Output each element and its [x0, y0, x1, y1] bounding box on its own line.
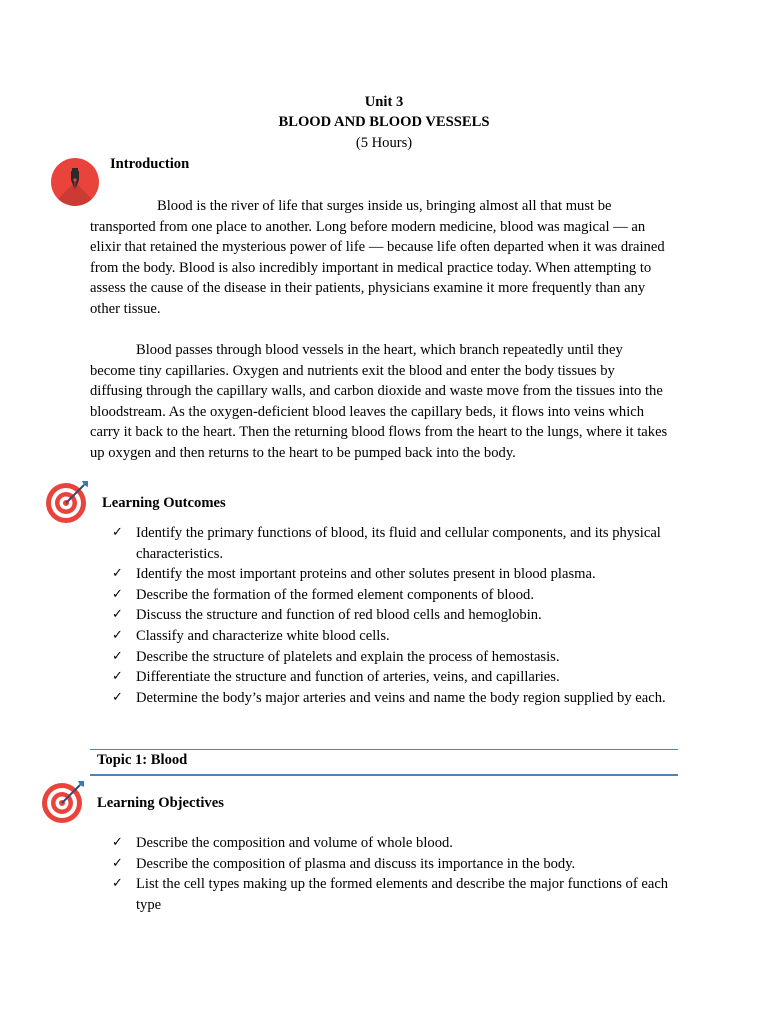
check-icon: ✓ [112, 607, 123, 623]
check-icon: ✓ [112, 627, 123, 643]
check-icon: ✓ [112, 525, 123, 540]
intro-paragraph-1 [90, 196, 668, 320]
check-icon: ✓ [112, 566, 123, 582]
target-icon [44, 477, 92, 525]
introduction-heading: Introduction [110, 156, 190, 172]
learning-outcomes-list [112, 523, 692, 708]
check-icon: ✓ [112, 689, 123, 705]
list-item: ✓ Discuss the structure and function of red blood cells and hemoglobin. [112, 605, 692, 626]
hours-label: (5 Hours) [355, 135, 413, 151]
list-item: ✓ List the cell types making up the formed elements and describe the major functions of each type [112, 876, 669, 913]
list-item: ✓ Differentiate the structure and function of arteries, veins, and capillaries. [112, 667, 692, 688]
list-item: ✓ Describe the composition and volume of whole blood. [112, 833, 692, 854]
check-icon: ✓ [112, 669, 123, 685]
check-icon: ✓ [112, 648, 123, 664]
topic-bar [90, 749, 678, 776]
learning-outcomes-heading: Learning Outcomes [102, 495, 226, 511]
list-item: ✓ Determine the body’s major arteries and veins and name the body region supplied by each. [112, 688, 692, 709]
list-item: ✓ Describe the formation of the formed element components of blood. [112, 585, 692, 606]
list-item: ✓ Describe the composition of plasma and discuss its importance in the body. [112, 854, 692, 875]
page-title: BLOOD AND BLOOD VESSELS [278, 114, 490, 130]
list-item: ✓ Identify the primary functions of blood, its fluid and cellular components, and its physical characteristics. [112, 525, 661, 562]
check-icon: ✓ [112, 855, 123, 871]
pen-icon [51, 158, 99, 206]
list-item: ✓ Identify the most important proteins and other solutes present in blood plasma. [112, 564, 692, 585]
intro-paragraph-1-text: Blood is the river of life that surges inside us, bringing almost all that must be transported from one place to another. Long before modern medicine, blood was magical — an elixir that retained the mysterious power of life — because life often departed when it was drained from the body. Blood is also incredibly important in medical practice today. When attempting to assess the cause of the disease in their patients, physicians examine it more frequently than any other tissue. [90, 198, 665, 317]
check-icon: ✓ [112, 586, 123, 602]
learning-objectives-list [112, 833, 692, 915]
check-icon: ✓ [112, 876, 123, 892]
intro-paragraph-2 [90, 340, 668, 464]
target-icon [40, 777, 88, 825]
intro-paragraph-2-text: Blood passes through blood vessels in the heart, which branch repeatedly until they become tiny capillaries. Oxygen and nutrients exit the blood and enter the body tissues by diffusing through the capillary walls, and carbon dioxide and waste move from the tissues into the bloodstream. As the oxygen-deficient blood leaves the capillary beds, it flows into veins which carry it back to the heart. Then the returning blood flows from the heart to the lungs, where it takes up oxygen and then returns to the heart to be pumped back into the body. [90, 342, 668, 461]
list-item: ✓ Describe the structure of platelets and explain the process of hemostasis. [112, 647, 692, 668]
list-item: ✓ Classify and characterize white blood cells. [112, 626, 692, 647]
check-icon: ✓ [112, 835, 123, 850]
learning-objectives-heading: Learning Objectives [97, 795, 224, 811]
unit-label: Unit 3 [364, 94, 404, 110]
topic-label: Topic 1: Blood [97, 752, 188, 768]
